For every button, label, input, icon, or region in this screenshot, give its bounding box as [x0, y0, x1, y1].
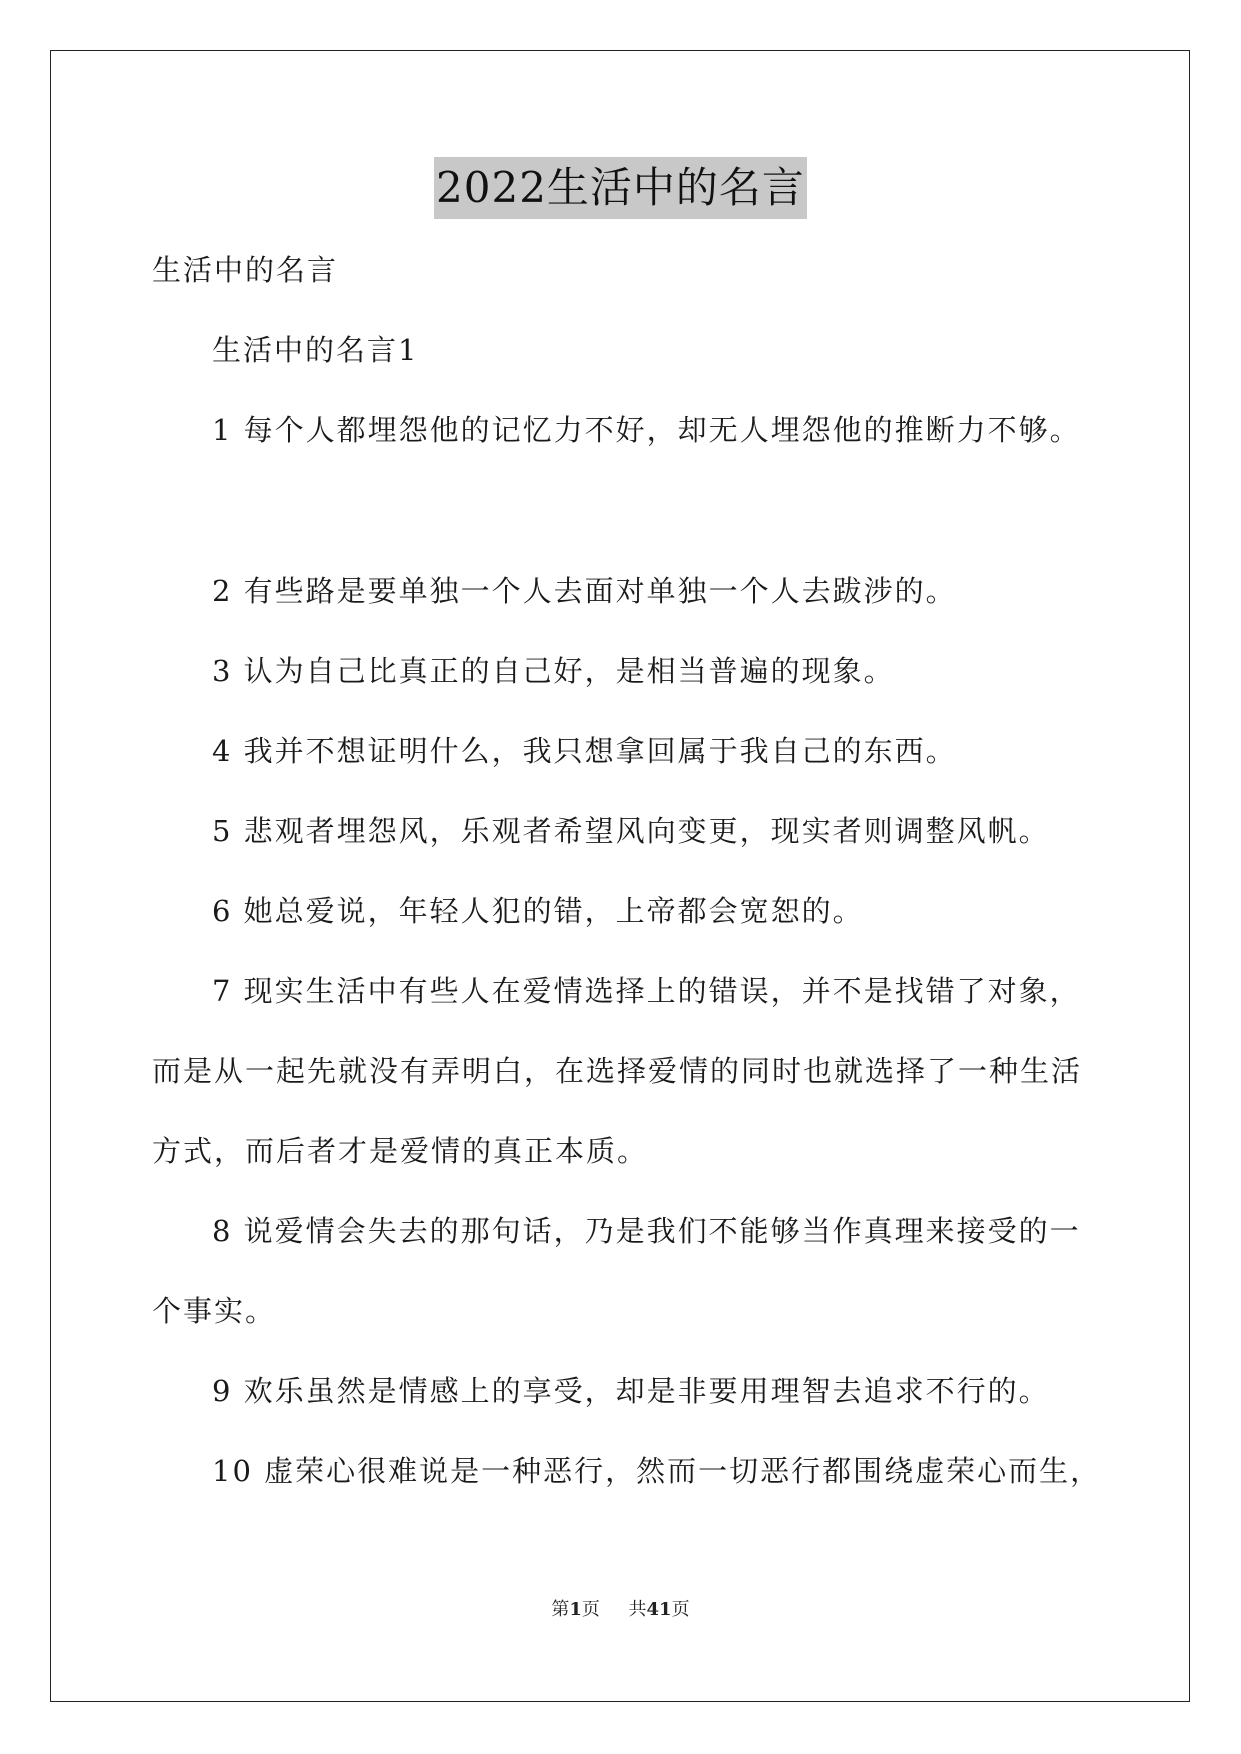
quote-line: 3 认为自己比真正的自己好，是相当普遍的现象。 [212, 654, 895, 688]
quote-line: 2 有些路是要单独一个人去面对单独一个人去跋涉的。 [212, 574, 957, 608]
quote-line: 8 说爱情会失去的那句话，乃是我们不能够当作真理来接受的一 [212, 1214, 1081, 1248]
quote-line: 10 虚荣心很难说是一种恶行，然而一切恶行都围绕虚荣心而生， [212, 1454, 1102, 1488]
quote-line: 5 悲观者埋怨风，乐观者希望风向变更，现实者则调整风帆。 [212, 814, 1050, 848]
page-label-prefix: 第 [551, 1599, 570, 1620]
quote-line: 1 每个人都埋怨他的记忆力不好，却无人埋怨他的推断力不够。 [212, 413, 1081, 447]
quote-line-continuation: 个事实。 [152, 1294, 277, 1328]
section-heading: 生活中的名言 [152, 253, 339, 287]
total-label-prefix: 共 [628, 1599, 647, 1620]
page-number: 1 [569, 1599, 582, 1620]
subsection-heading: 生活中的名言1 [212, 333, 419, 367]
page-label-suffix: 页 [581, 1599, 600, 1620]
total-label-suffix: 页 [671, 1599, 690, 1620]
title-container [0, 157, 1241, 219]
quote-line-continuation: 而是从一起先就没有弄明白，在选择爱情的同时也就选择了一种生活 [152, 1054, 1083, 1088]
quote-line: 6 她总爱说，年轻人犯的错，上帝都会宽恕的。 [212, 894, 864, 928]
quote-line-continuation: 方式，而后者才是爱情的真正本质。 [152, 1134, 649, 1168]
quote-line: 9 欢乐虽然是情感上的享受，却是非要用理智去追求不行的。 [212, 1374, 1050, 1408]
quote-line: 7 现实生活中有些人在爱情选择上的错误，并不是找错了对象， [212, 974, 1081, 1008]
quote-line: 4 我并不想证明什么，我只想拿回属于我自己的东西。 [212, 734, 957, 768]
page-footer [0, 1598, 1241, 1622]
total-pages: 41 [646, 1599, 672, 1620]
document-title: 2022生活中的名言 [434, 157, 807, 219]
